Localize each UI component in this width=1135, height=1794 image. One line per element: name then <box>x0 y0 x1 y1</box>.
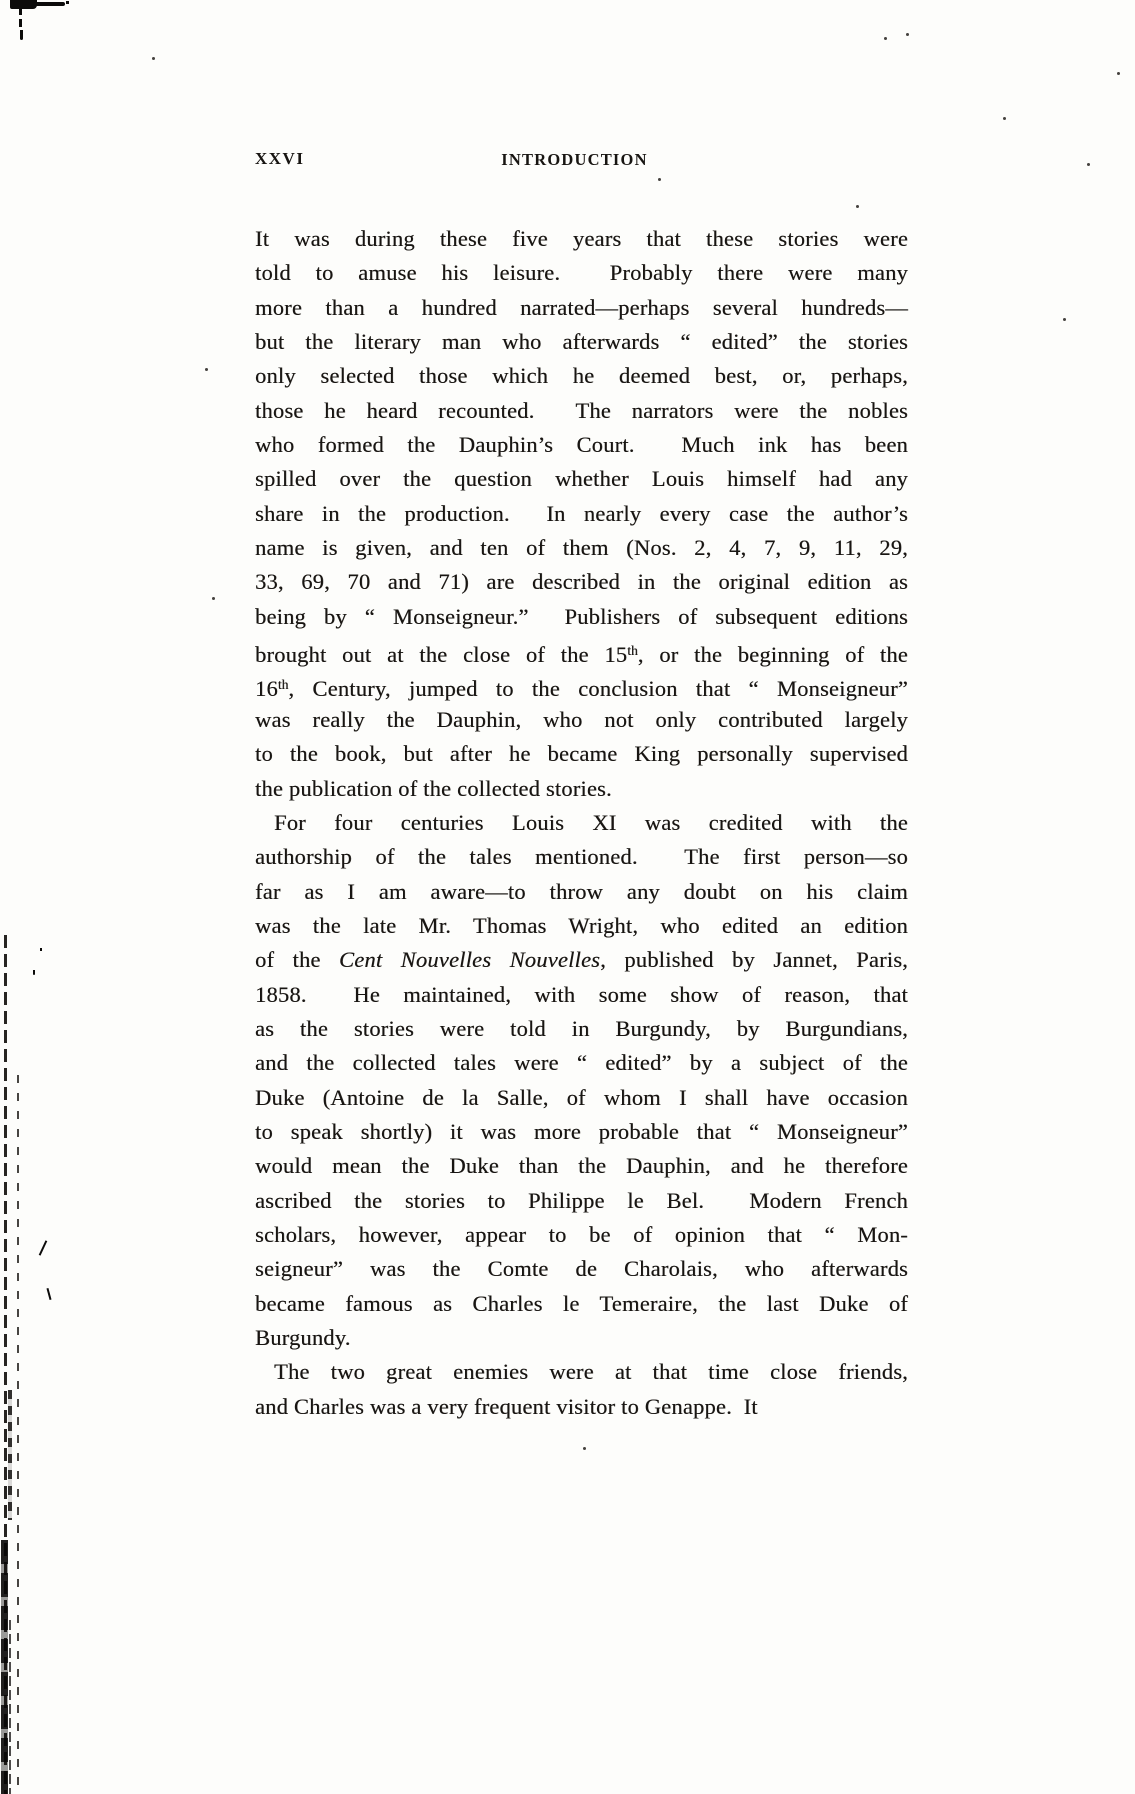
binding-mark-line <box>9 1620 11 1794</box>
text-line: but the literary man who afterwards “ edited” the stories <box>255 329 908 355</box>
text-line: told to amuse his leisure. Probably there were many <box>255 260 908 286</box>
scan-artifact-top-tick <box>66 1 69 4</box>
text-line: more than a hundred narrated—perhaps several hundreds— <box>255 294 908 320</box>
ink-speck <box>1063 318 1066 321</box>
text-line: name is given, and ten of them (Nos. 2, 4, 7, 9, 11, 29, <box>255 535 908 561</box>
text-line: as the stories were told in Burgundy, by Burgundians, <box>255 1015 908 1041</box>
text-line: seigneur” was the Comte de Charolais, who afterwards <box>255 1256 908 1282</box>
binding-mark-smudge <box>8 1390 12 1520</box>
scan-artifact-dot <box>40 948 42 951</box>
text-line: Duke (Antoine de la Salle, of whom I shall have occasion <box>255 1084 908 1110</box>
ink-speck <box>212 597 215 600</box>
running-header-title: INTRODUCTION <box>501 150 648 169</box>
scan-artifact-dot <box>33 970 35 975</box>
text-line: brought out at the close of the 15th, or the beginning of the <box>255 642 908 668</box>
body-text <box>255 222 908 1424</box>
ink-speck <box>906 33 909 36</box>
text-line: would mean the Duke than the Dauphin, and he therefore <box>255 1153 908 1179</box>
text-line: the publication of the collected stories. <box>255 775 612 801</box>
text-line: those he heard recounted. The narrators were the nobles <box>255 397 908 423</box>
text-line: far as I am aware—to throw any doubt on his claim <box>255 878 908 904</box>
text-line: became famous as Charles le Temeraire, the last Duke of <box>255 1290 908 1316</box>
text-line: and the collected tales were “ edited” by a subject of the <box>255 1050 908 1076</box>
ink-speck <box>856 205 859 208</box>
ink-speck <box>884 37 887 40</box>
ink-speck <box>1087 163 1090 166</box>
text-line: 33, 69, 70 and 71) are described in the original edition as <box>255 569 908 595</box>
text-line: spilled over the question whether Louis himself had any <box>255 466 908 492</box>
ink-speck <box>152 57 155 60</box>
ink-speck <box>658 178 661 181</box>
ink-speck <box>205 368 208 371</box>
scan-artifact-tick <box>39 1240 48 1255</box>
text-line: to the book, but after he became King personally supervised <box>255 741 908 767</box>
scan-artifact-dash <box>20 30 23 40</box>
scan-artifact-dash <box>19 9 22 15</box>
text-line: of the Cent Nouvelles Nouvelles, published by Jannet, Paris, <box>255 947 909 973</box>
text-line: was the late Mr. Thomas Wright, who edited an edition <box>255 912 908 938</box>
text-line: Burgundy. <box>255 1325 351 1350</box>
text-line: scholars, however, appear to be of opinion that “ Mon- <box>255 1221 908 1247</box>
text-line: to speak shortly) it was more probable that “ Monseigneur” <box>255 1118 908 1144</box>
text-line: authorship of the tales mentioned. The first person—so <box>255 844 908 870</box>
binding-mark-line <box>17 1075 19 1794</box>
page-number: XXVI <box>255 149 305 168</box>
text-line: was really the Dauphin, who not only contributed largely <box>255 706 908 732</box>
text-line: only selected those which he deemed best, or, perhaps, <box>255 363 908 389</box>
text-line: share in the production. In nearly every case the author’s <box>255 500 908 526</box>
text-line: ascribed the stories to Philippe le Bel. Modern French <box>255 1187 908 1213</box>
text-line: being by “ Monseigneur.” Publishers of subsequent editions <box>255 603 908 629</box>
text-line: It was during these five years that these stories were <box>255 226 908 251</box>
text-line: 16th, Century, jumped to the conclusion that “ Monseigneur” <box>255 676 908 702</box>
scan-artifact-top-streak <box>33 2 65 6</box>
text-line: and Charles was a very frequent visitor to Genappe. It <box>255 1393 758 1419</box>
text-line: 1858. He maintained, with some show of reason, that <box>255 981 908 1007</box>
ink-speck <box>1003 117 1006 120</box>
scan-artifact-dash <box>19 19 22 27</box>
text-line: For four centuries Louis XI was credited with the <box>274 809 908 835</box>
text-line: The two great enemies were at that time close friends, <box>274 1359 908 1385</box>
binding-mark-smudge <box>1 1540 8 1794</box>
text-line: who formed the Dauphin’s Court. Much ink has been <box>255 432 908 458</box>
ink-speck <box>583 1447 586 1450</box>
ink-speck <box>1117 72 1120 75</box>
scan-artifact-tick <box>46 1288 51 1300</box>
